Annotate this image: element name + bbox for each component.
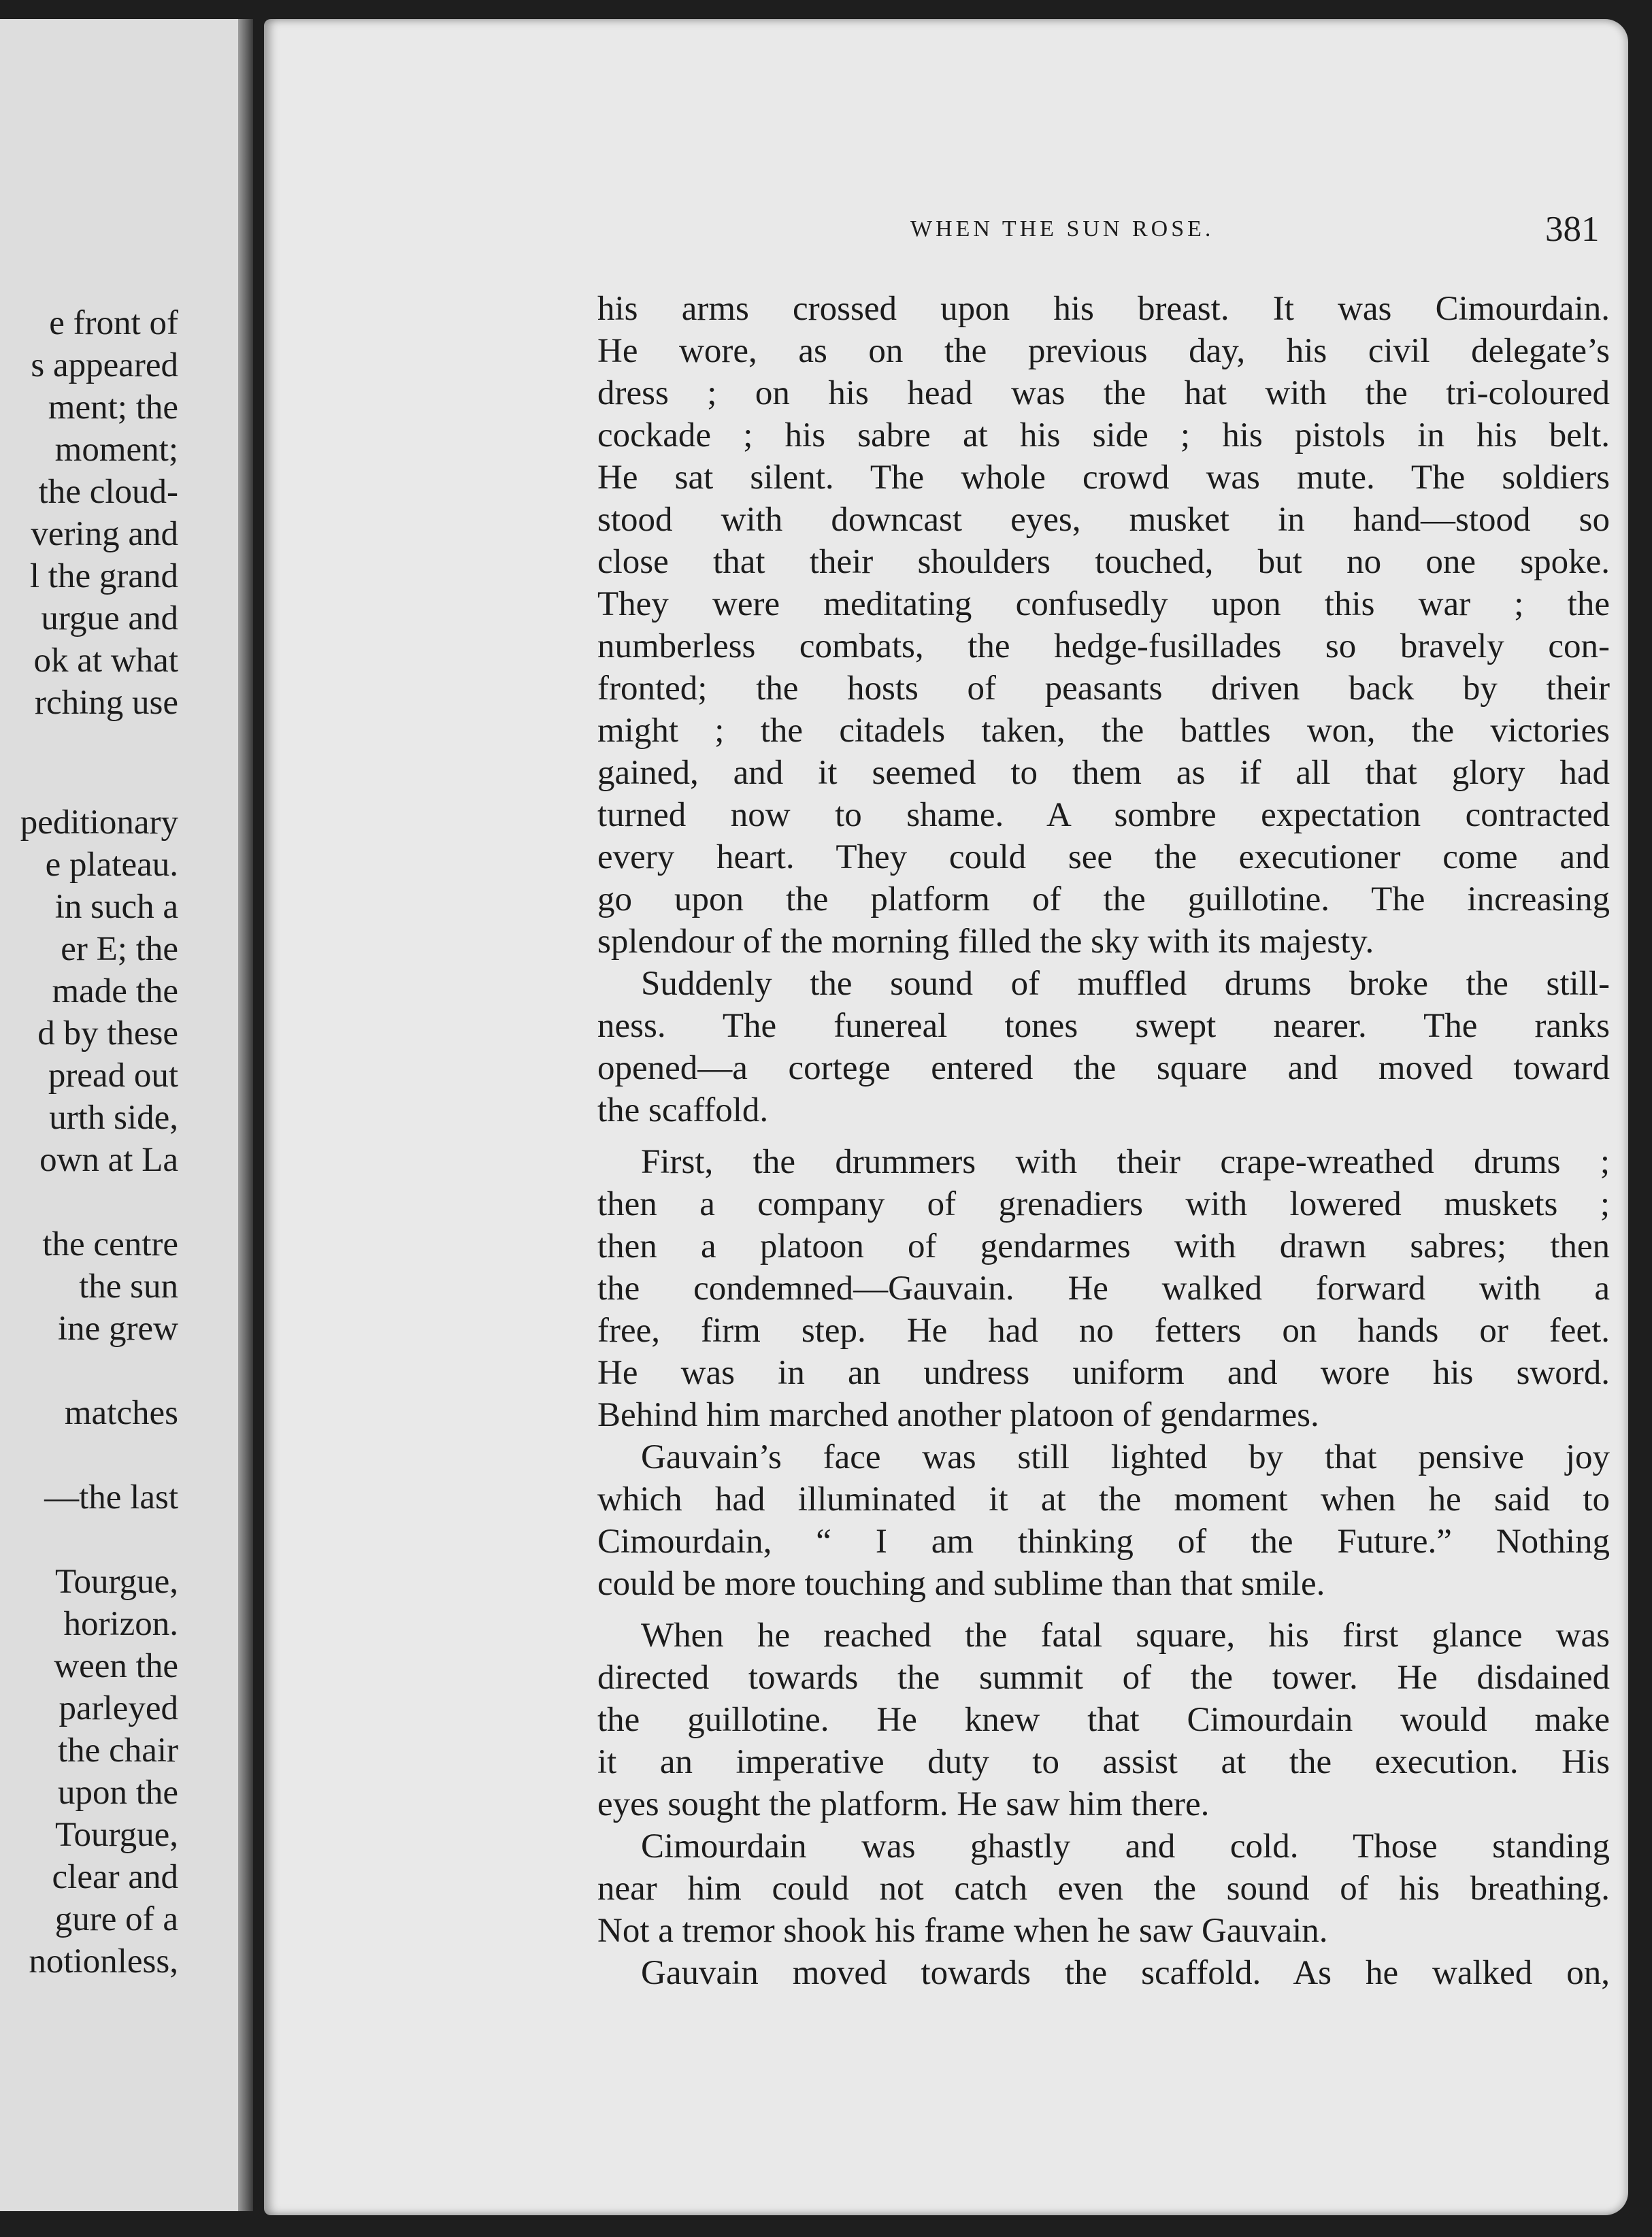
facing-line: l the grand [29,557,178,595]
text-line: First, the drummers with their crape-wreathed drums ; [641,1143,1610,1181]
facing-line: own at La [39,1141,178,1179]
text-line: which had illuminated it at the moment when he said to [597,1480,1610,1519]
text-line: He sat silent. The whole crowd was mute. The soldiers [597,459,1610,497]
text-line: They were meditating confusedly upon this war ; the [597,585,1610,623]
facing-line: ok at what [33,642,178,680]
text-line: the condemned—Gauvain. He walked forward with a [597,1270,1610,1308]
text-line: numberless combats, the hedge-fusillades so bravely con- [597,627,1610,665]
text-line: free, firm step. He had no fetters on hands or feet. [597,1312,1610,1350]
facing-line: ment; the [48,388,178,427]
facing-line: pread out [48,1057,178,1095]
text-line: Cimourdain, “ I am thinking of the Future.” Nothing [597,1523,1610,1561]
facing-line: —the last [44,1478,178,1517]
facing-line: Tourgue, [54,1816,178,1854]
text-line: Gauvain’s face was still lighted by that pensive joy [641,1438,1610,1476]
facing-line: in such a [54,888,178,926]
facing-line: gure of a [54,1900,178,1938]
text-line: opened—a cortege entered the square and moved toward [597,1049,1610,1087]
facing-page [0,19,253,2211]
text-line: Cimourdain was ghastly and cold. Those standing [641,1827,1610,1866]
text-line: splendour of the morning filled the sky with its majesty. [597,923,1374,961]
text-line: might ; the citadels taken, the battles won, the victories [597,712,1610,750]
facing-line: ine grew [57,1310,178,1348]
facing-line: the cloud- [38,473,178,511]
text-line: eyes sought the platform. He saw him there. [597,1785,1210,1823]
facing-line: e plateau. [45,846,178,884]
text-line: near him could not catch even the sound of his breathing. [597,1870,1610,1908]
text-line: every heart. They could see the executioner come and [597,838,1610,876]
text-line: Not a tremor shook his frame when he saw Gauvain. [597,1912,1328,1950]
text-line: Behind him marched another platoon of gendarmes. [597,1396,1319,1434]
text-line: ness. The funereal tones swept nearer. The ranks [597,1007,1610,1045]
book-gutter [238,19,253,2211]
facing-line: s appeared [31,346,178,384]
facing-line: matches [64,1394,178,1432]
text-line: his arms crossed upon his breast. It was Cimourdain. [597,290,1610,328]
facing-line: vering and [31,515,178,553]
facing-line: e front of [49,304,178,342]
facing-line: the sun [79,1267,178,1306]
text-line: dress ; on his head was the hat with the tri-coloured [597,374,1610,412]
text-line: stood with downcast eyes, musket in hand—stood so [597,501,1610,539]
facing-line: made the [52,972,178,1010]
text-line: then a platoon of gendarmes with drawn sabres; then [597,1227,1610,1265]
facing-line: parleyed [59,1689,178,1727]
facing-line: urth side, [49,1099,178,1137]
text-line: He was in an undress uniform and wore his sword. [597,1354,1610,1392]
facing-line: er E; the [61,930,178,968]
text-line: gained, and it seemed to them as if all that glory had [597,754,1610,792]
facing-line: rching use [34,684,178,722]
facing-line: upon the [57,1774,178,1812]
facing-line: moment; [54,431,178,469]
facing-line: urgue and [41,599,178,637]
body-text [597,288,1610,1994]
text-line: Gauvain moved towards the scaffold. As he walked on, [641,1954,1610,1992]
text-line: then a company of grenadiers with lowered muskets ; [597,1185,1610,1223]
text-line: fronted; the hosts of peasants driven back by their [597,669,1610,708]
text-line: He wore, as on the previous day, his civil delegate’s [597,332,1610,370]
running-head [645,210,1611,251]
text-line: the scaffold. [597,1091,769,1129]
facing-line: the centre [42,1225,178,1263]
text-line: go upon the platform of the guillotine. The increasing [597,880,1610,918]
text-line: turned now to shame. A sombre expectation contracted [597,796,1610,834]
facing-line: Tourgue, [54,1563,178,1601]
page-number: 381 [1545,210,1600,249]
running-title: WHEN THE SUN ROSE. [910,216,1215,242]
facing-line: ween the [54,1647,178,1685]
facing-line: the chair [58,1731,178,1770]
facing-line: d by these [37,1014,178,1053]
page [264,19,1628,2215]
facing-line: clear and [52,1858,178,1896]
text-line: it an imperative duty to assist at the execution. His [597,1743,1610,1781]
facing-line: peditionary [20,803,178,842]
facing-line: notionless, [29,1942,178,1981]
facing-line: horizon. [63,1605,178,1643]
text-line: directed towards the summit of the tower. He disdained [597,1659,1610,1697]
text-line: When he reached the fatal square, his first glance was [641,1617,1610,1655]
text-line: could be more touching and sublime than that smile. [597,1565,1325,1603]
text-line: cockade ; his sabre at his side ; his pistols in his belt. [597,416,1610,454]
text-line: Suddenly the sound of muffled drums broke the still- [641,965,1610,1003]
text-line: close that their shoulders touched, but no one spoke. [597,543,1610,581]
text-line: the guillotine. He knew that Cimourdain would make [597,1701,1610,1739]
